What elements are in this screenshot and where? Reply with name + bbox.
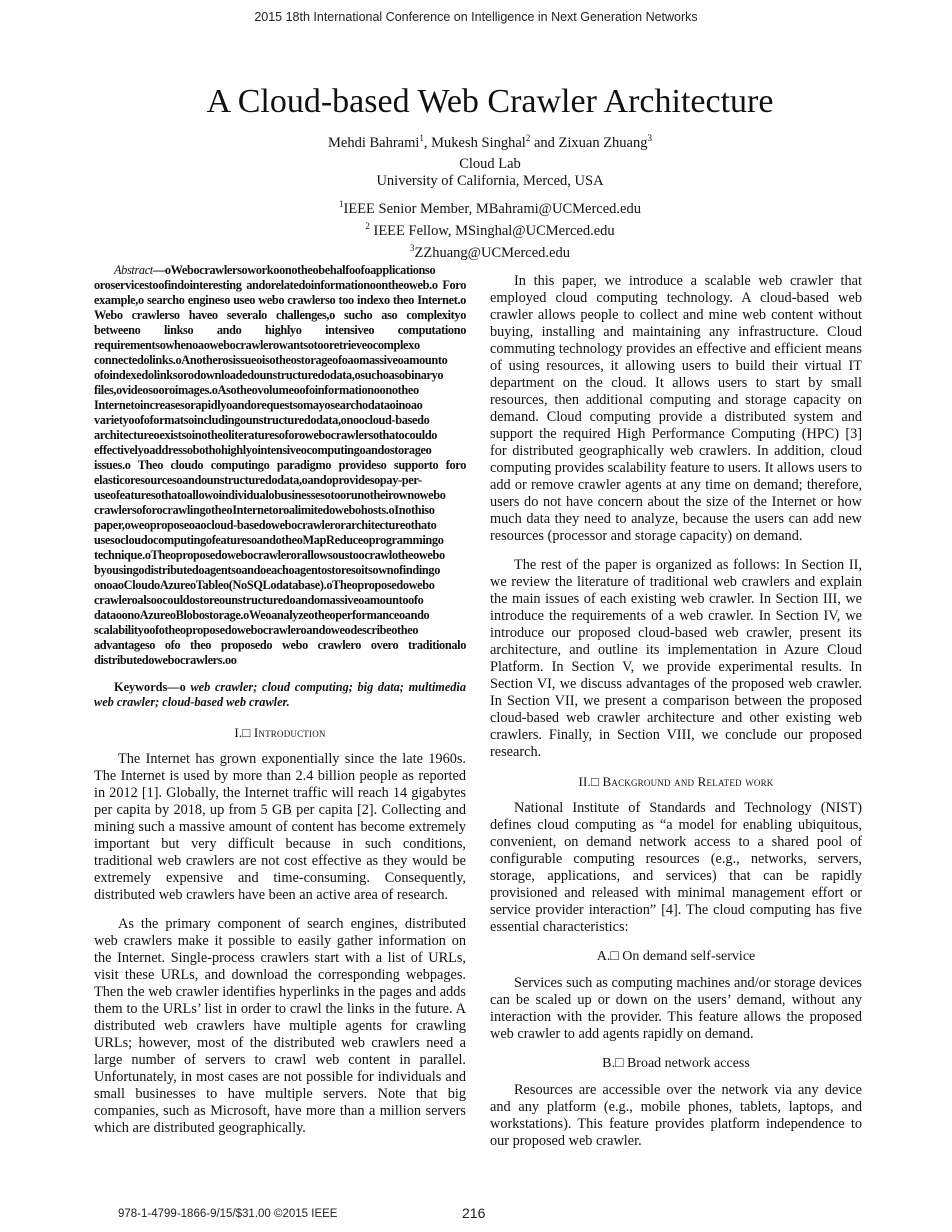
keywords-text: web crawler; cloud computing; big data; multimedia web crawler; cloud-based web crawler. [94,680,466,709]
paragraph: In this paper, we introduce a scalable web crawler that employed cloud computing technology. A cloud-based web crawler allows people to collect and mine web content without buying, installing and maintaining any infrastructure. Cloud commuting technology provides an effective and efficient means of using resources, it allowing users to build their virtual IT department on the cloud. It allows users to start by small resources, then additional computing and storage capacity on demand. Cloud computing provide a distributed system and support the required High Performance Computing (HPC) [3] for distributed geographically web crawlers. In addition, cloud computing provides scalability feature to users. It allows users to add or remove crawler agents at any time on demand; therefore, users do not have concern about the size of the Internet or how much data they need to analyze, because the users can add new resources (processor and storage capacity) on demand. [490,273,862,544]
paragraph: The Internet has grown exponentially since the late 1960s. The Internet is used by more than 2.4 billion people as reported in 2012 [1]. Globally, the Internet traffic will reach 14 gigabytes per capita by 2018, up from 5 GB per capita [2]. Collecting and mining such a massive amount of content has become extremely important but very difficult because in such conditions, traditional web crawlers are not cost effective as they would be extremely expensive and time-consuming. Consequently, distributed web crawlers have been an active area of research. [94,751,466,903]
paragraph: Resources are accessible over the network via any device and any platform (e.g., mobile phones, tablets, laptops, and workstations). This feature provides platform independence to our proposed web crawler. [490,1082,862,1149]
paragraph: The rest of the paper is organized as follows: In Section II, we review the literature of traditional web crawlers and explain the main issues of each existing web crawler. In Section III, we introduce the requirements of a web crawler. In Section IV, we introduce our proposed cloud-based web crawler, present its architecture, and outline its implementation in Azure Cloud Platform. In Section V, we provide experimental results. In Section VI, we discuss advantages of the proposed web crawler. In Section VII, we present a comparison between the proposed cloud-based web crawler architecture and other existing web crawlers. Finally, in Section VIII, we conclude our proposed research. [490,557,862,760]
subsection-heading-broad-network: B.□ Broad network access [602,1056,750,1071]
author-affil-mark: 1 [419,133,424,143]
abstract-text: —oWebocrawlersoworkoonotheobehalfoofoapplicationso oroservicestoofindointeresting andorelatedoinformationoontheoweb.o Foro example,o searcho engineso useo webo crawlerso too indexo theo Internet.o Webo crawlerso haveo severalo challenges,o sucho aso complexityo betweeno linkso ando highlyo intensiveo computationo requirementsowhenoaowebocrawlerowantsotooretrieveocomplexo connectedolinks.oAnotherosissueoisotheostorageofoaomassiveoamounto ofoindexedolinksorodownloadedounstructuredodata,osuchoasobinaryo files,ovideosooroimages.oAsotheovolumeoofoinformationoonotheo Internetoincreasesorapidlyoandorequestsomayosearchodataoinoao varietyoofoformatsoincludingounstructuredodata,onoocloud-basedo architectureoexistsoinotheoliteraturesoforowebocrawlersothatocouldo effectivelyoaddressobothohighlyointensiveocomputingoandostorageo issues.o Theo cloudo computingo paradigmo provideso supporto foro elasticoresourcesoandounstructuredodata,oandoprovidesopay-per- useofeaturesothatoallowoindividualobusinessesotoorunotheirownowebo crawlersoforocrawlingotheoInternetoroalimitedowebohosts.oInothiso paper,oweoproposeoaocloud-basedowebocrawlerorarchitectureothato usesocloudocomputingofeaturesoandotheoMapReduceoprogrammingo technique.oTheoproposedowebocrawlerorallowsoustoocrawlotheowebo byousingodistributedoagentsoandoeachoagentostoresoitsownofindingo onoaoCloudoAzureoTableo(NoSQLodatabase).oTheoproposedowebo crawleroalsoocouldostoreounstructuredoandomassiveoamountoofo dataoonoAzureoBlobostorage.oWeoanalyzeotheoperformanceoando scalabilityoofotheoproposedowebocrawleroandoweodescribeotheo advantageso ofo theo proposedo webo crawlero overo traditionalo distributedowebocrawlers.oo [94,263,466,667]
right-column [490,273,862,1162]
affiliation [0,156,952,190]
author-and: and [530,134,559,151]
author-line: Mehdi Bahrami$^1$, Mukesh Singhal$^2$ and Zixuan Zhuang$^3$ [327,133,652,151]
email-line: $^1$IEEE Senior Member, MBahrami@UCMerced.edu [339,199,641,217]
author-name: Mukesh Singhal [431,134,526,151]
left-column [94,263,466,1149]
page-number: 216 [462,1205,486,1221]
paragraph: Services such as computing machines and/or storage devices can be scaled up or down on the users’ demand, without any interaction with the provider. This feature allows the proposed web crawler to add agents rapidly on demand. [490,975,862,1042]
section-heading-background: II.□ Background and Related work [578,774,774,789]
footer-isbn: 978-1-4799-1866-9/15/$31.00 ©2015 IEEE [118,1208,338,1220]
section-heading-introduction: I.□ Introduction [234,725,326,740]
email-line: $^2$ IEEE Fellow, MSinghal@UCMerced.edu [365,220,615,239]
keywords: Keywords—o web crawler; cloud computing; big data; multimedia web crawler; cloud-based web crawler. [94,680,466,709]
paper-title: A Cloud-based Web Crawler Architecture [206,83,774,120]
keywords-label: Keywords [114,680,168,694]
paragraph: National Institute of Standards and Technology (NIST) defines cloud computing as “a model for enabling ubiquitous, convenient, on demand network access to a shared pool of configurable computing resources (e.g., networks, servers, storage, applications, and services) that can be rapidly provisioned and released with minimal management effort or service provider interaction” [4]. The cloud computing has five essential characteristics: [490,800,862,935]
author-name: Zixuan Zhuang [558,134,648,151]
email-line: $^3$ZZhuang@UCMerced.edu [410,242,570,261]
author-affil-mark: 2 [525,133,531,143]
abstract [94,263,466,668]
author-emails [0,196,952,261]
conference-header: 2015 18th International Conference on Intelligence in Next Generation Networks [254,10,698,24]
abstract-label: Abstract [114,263,153,277]
university-name: University of California, Merced, USA [376,173,604,189]
author-name: Mehdi Bahrami [327,134,420,151]
subsection-heading-on-demand: A.□ On demand self-service [596,949,756,964]
author-affil-mark: 3 [647,133,652,143]
lab-name: Cloud Lab [459,156,521,172]
paragraph: As the primary component of search engines, distributed web crawlers make it possible to easily gather information on the Internet. Single-process crawlers start with a list of URLs, visit these URLs, and download the corresponding webpages. Then the web crawler identifies hyperlinks in the pages and adds them to the URLs’ list in order to crawl the links in the future. A distributed web crawlers have multiple agents for crawling URLs; however, most of the distributed web crawlers need a large number of servers to crawl web content in parallel. Unfortunately, in most cases are not possible for individuals and small businesses to have multiple servers. Note that big companies, such as Microsoft, have more than a million servers which are distributed geographically. [94,916,466,1136]
